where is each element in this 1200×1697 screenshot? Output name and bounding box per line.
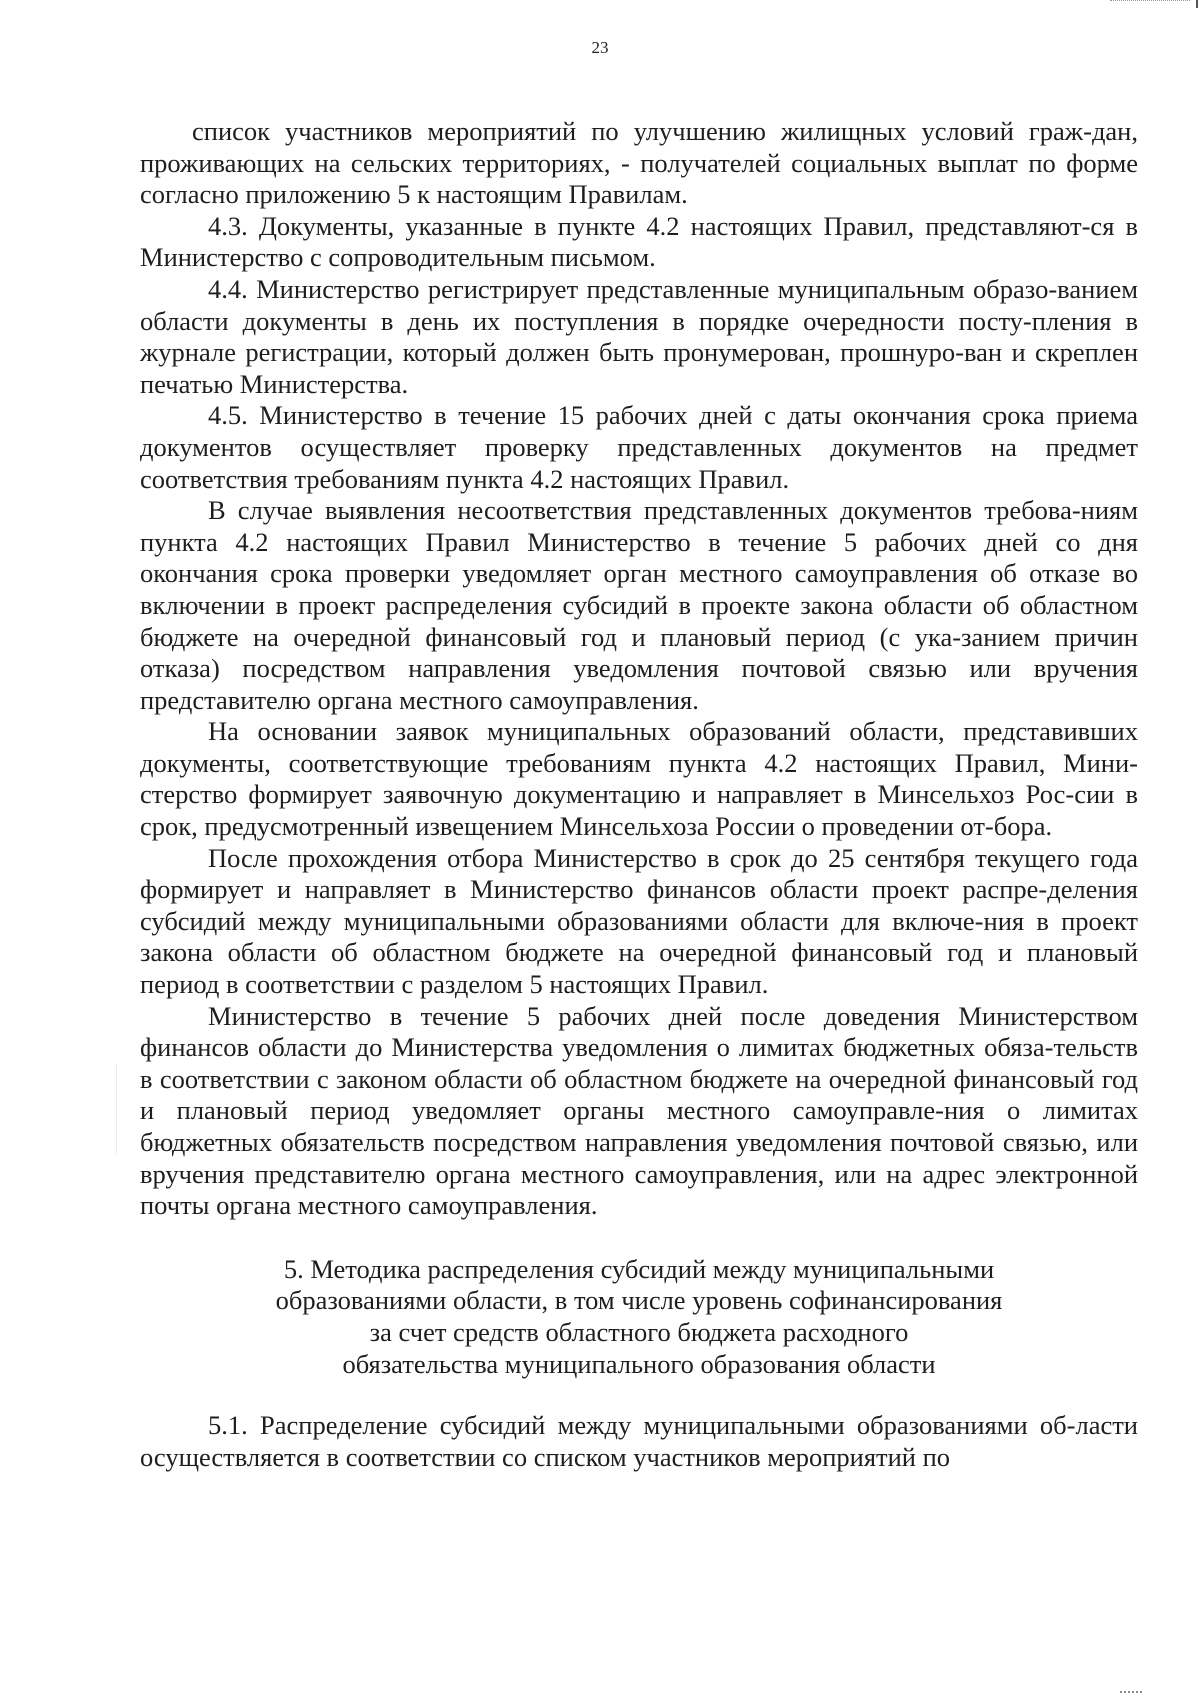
paragraph-after-selection: После прохождения отбора Министерство в срок до 25 сентября текущего года формирует и направляет в Министерство финансов области проект распре-деления субсидий между муниципальными образованиями области для включе-ния в проект закона области об областном бюджете на очередной финансовый год и плановый период в соответствии с разделом 5 настоящих Правил.	[140, 842, 1138, 1000]
scan-artifact-corner	[1196, 0, 1198, 8]
paragraph-applicants-list: список участников мероприятий по улучшению жилищных условий граж-дан, проживающих на сельских территориях, - получателей социальных выплат по форме согласно приложению 5 к настоящим Правилам.	[140, 116, 1138, 210]
section-heading-line: за счет средств областного бюджета расходного	[369, 1316, 909, 1347]
section-heading-line: 5. Методика распределения субсидий между муниципальными	[283, 1253, 995, 1284]
page-number: 23	[591, 38, 609, 57]
paragraph-4-3: 4.3. Документы, указанные в пункте 4.2 настоящих Правил, представляют-ся в Министерство с сопроводительным письмом.	[140, 210, 1138, 273]
paragraph-4-4: 4.4. Министерство регистрирует представленные муниципальным образо-ванием области документы в день их поступления в порядке очередности посту-пления в журнале регистрации, который должен быть пронумерован, прошнуро-ван и скреплен печатью Министерства.	[140, 273, 1138, 399]
paragraph-5-1: 5.1. Распределение субсидий между муниципальными образованиями об-ласти осуществляется в соответствии со списком участников мероприятий по	[140, 1410, 1138, 1472]
scan-artifact-top	[1110, 0, 1190, 5]
section-5-heading	[140, 1254, 1138, 1380]
paragraph-nonconformity: В случае выявления несоответствия представленных документов требова-ниям пункта 4.2 настоящих Правил Министерство в течение 5 рабочих дней со дня окончания срока проверки уведомляет орган местного самоуправления об отказе во включении в проект распределения субсидий в проекте закона области об областном бюджете на очередной финансовый год и плановый период (с ука-занием причин отказа) посредством направления уведомления почтовой связью или вручения представителю органа местного самоуправления.	[140, 495, 1138, 715]
section-heading-line: обязательства муниципального образования области	[342, 1348, 936, 1379]
document-body	[140, 116, 1138, 1473]
paragraph-4-5: 4.5. Министерство в течение 15 рабочих дней с даты окончания срока приема документов осуществляет проверку представленных документов на предмет соответствия требованиям пункта 4.2 настоящих Правил.	[140, 400, 1138, 494]
section-heading-line: образованиями области, в том числе уровень софинансирования	[275, 1285, 1003, 1316]
paragraph-budget-limits: Министерство в течение 5 рабочих дней после доведения Министерством финансов области до Министерства уведомления о лимитах бюджетных обяза-тельств в соответствии с законом области об областном бюджете на очередной финансовый год и плановый период уведомляет органы местного самоуправле-ния о лимитах бюджетных обязательств посредством направления уведомления почтовой связью, или вручения представителю органа местного самоуправления, или на адрес электронной почты органа местного самоуправления.	[140, 1000, 1138, 1221]
scan-artifact-left	[116, 1065, 117, 1155]
scan-artifact-bottom	[1120, 1688, 1142, 1693]
paragraph-applications: На основании заявок муниципальных образований области, представивших документы, соответствующие требованиям пункта 4.2 настоящих Правил, Мини-стерство формирует заявочную документацию и направляет в Минсельхоз Рос-сии в срок, предусмотренный извещением Минсельхоза России о проведении от-бора.	[140, 716, 1138, 842]
